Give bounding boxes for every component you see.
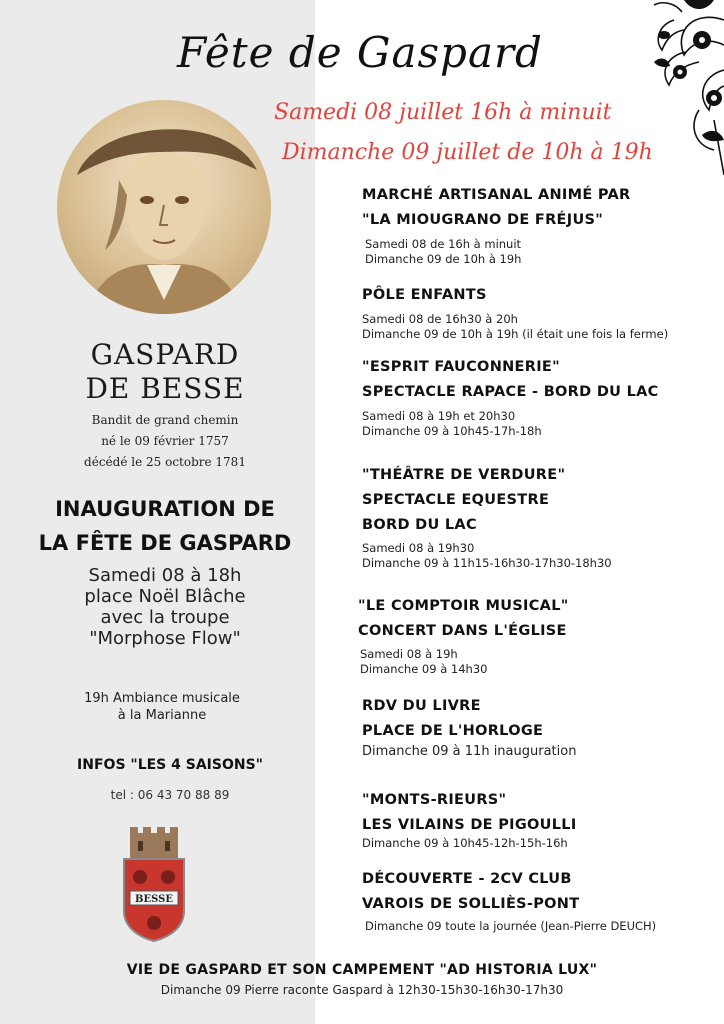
event-heading-line: "MONTS-RIEURS" — [362, 792, 507, 808]
event-detail-line: Dimanche 09 de 10h à 19h (il était une fois la ferme) — [362, 327, 669, 341]
flower-illustration — [614, 0, 724, 175]
event-detail-line: Samedi 08 de 16h à minuit — [365, 237, 522, 251]
bio-line: né le 09 février 1757 — [101, 434, 229, 448]
inauguration-title — [20, 492, 310, 560]
event-heading-line: SPECTACLE EQUESTRE — [362, 492, 550, 508]
event-heading-line: MARCHÉ ARTISANAL ANIMÉ PAR — [362, 187, 631, 203]
footer-details: Dimanche 09 Pierre raconte Gaspard à 12h30-15h30-16h30-17h30 — [160, 983, 564, 997]
gaspard-portrait — [57, 100, 271, 314]
event-heading-line: PÔLE ENFANTS — [362, 287, 487, 303]
event-heading-line: "ESPRIT FAUCONNERIE" — [362, 359, 560, 375]
date-saturday: Samedi 08 juillet 16h à minuit — [274, 100, 612, 125]
page-title: Fête de Gaspard — [177, 28, 543, 77]
gaspard-name-line1: GASPARD — [90, 338, 240, 371]
event-heading-line: LES VILAINS DE PIGOULLI — [362, 817, 577, 833]
event-heading-line: "THÉÂTRE DE VERDURE" — [362, 467, 566, 483]
event-detail-line: Samedi 08 à 19h et 20h30 — [362, 409, 516, 423]
bio-line: décédé le 25 octobre 1781 — [84, 455, 246, 469]
gaspard-name-line2: DE BESSE — [85, 372, 245, 405]
event-detail-line: Samedi 08 à 19h — [360, 647, 458, 661]
event-detail-line: Dimanche 09 à 11h inauguration — [362, 744, 577, 759]
event-detail-line: Samedi 08 à 19h30 — [362, 541, 475, 555]
event-heading-line: CONCERT DANS L'ÉGLISE — [358, 623, 567, 639]
crest-label: BESSE — [135, 894, 173, 905]
event-detail-line: Dimanche 09 à 11h15-16h30-17h30-18h30 — [362, 556, 612, 570]
inauguration-line: Samedi 08 à 18h — [88, 565, 242, 586]
event-details — [362, 836, 568, 851]
ambiance-line: à la Marianne — [117, 708, 207, 723]
gaspard-name — [40, 338, 290, 406]
ambiance-note — [62, 690, 262, 724]
event-details — [365, 919, 656, 934]
inauguration-line: place Noël Blâche — [84, 586, 246, 607]
event-heading — [362, 694, 543, 744]
infos-title: INFOS "LES 4 SAISONS" — [77, 757, 263, 773]
inauguration-line: avec la troupe — [100, 607, 230, 628]
event-heading-line: PLACE DE L'HORLOGE — [362, 723, 544, 739]
ambiance-line: 19h Ambiance musicale — [84, 691, 240, 706]
footer-title: VIE DE GASPARD ET SON CAMPEMENT "AD HISTORIA LUX" — [126, 962, 598, 978]
inauguration-title-line1: INAUGURATION DE — [55, 497, 275, 521]
event-heading — [358, 594, 569, 644]
inauguration-details — [40, 565, 290, 649]
event-heading — [362, 355, 659, 405]
event-details — [362, 312, 668, 342]
event-details — [362, 409, 542, 439]
bio-line: Bandit de grand chemin — [91, 413, 239, 427]
event-heading-line: DÉCOUVERTE - 2CV CLUB — [362, 871, 572, 887]
event-detail-line: Dimanche 09 à 10h45-17h-18h — [362, 424, 542, 438]
event-detail-line: Dimanche 09 de 10h à 19h — [365, 252, 522, 266]
event-heading-line: SPECTACLE RAPACE - BORD DU LAC — [362, 384, 659, 400]
event-detail-line: Dimanche 09 toute la journée (Jean-Pierre DEUCH) — [365, 919, 657, 933]
event-heading-line: "LA MIOUGRANO DE FRÉJUS" — [362, 212, 604, 228]
event-heading-line: "LE COMPTOIR MUSICAL" — [358, 598, 569, 614]
event-details — [362, 744, 576, 759]
inauguration-line: "Morphose Flow" — [89, 628, 241, 649]
inauguration-title-line2: LA FÊTE DE GASPARD — [38, 531, 292, 555]
event-detail-line: Dimanche 09 à 10h45-12h-15h-16h — [362, 836, 568, 850]
event-heading — [362, 183, 631, 233]
event-heading-line: VAROIS DE SOLLIÈS-PONT — [362, 896, 580, 912]
event-heading — [362, 867, 579, 917]
gaspard-bio — [60, 410, 270, 473]
event-heading-line: BORD DU LAC — [362, 517, 477, 533]
event-heading-line: RDV DU LIVRE — [362, 698, 481, 714]
event-details — [362, 541, 612, 571]
event-detail-line: Samedi 08 de 16h30 à 20h — [362, 312, 518, 326]
event-heading — [362, 788, 577, 838]
event-heading — [362, 283, 487, 308]
besse-crest-icon — [120, 827, 188, 945]
event-details — [365, 237, 521, 267]
phone-number: tel : 06 43 70 88 89 — [110, 788, 230, 802]
event-detail-line: Dimanche 09 à 14h30 — [360, 662, 488, 676]
date-sunday: Dimanche 09 juillet de 10h à 19h — [282, 140, 653, 165]
event-details — [360, 647, 487, 677]
event-heading — [362, 463, 565, 538]
